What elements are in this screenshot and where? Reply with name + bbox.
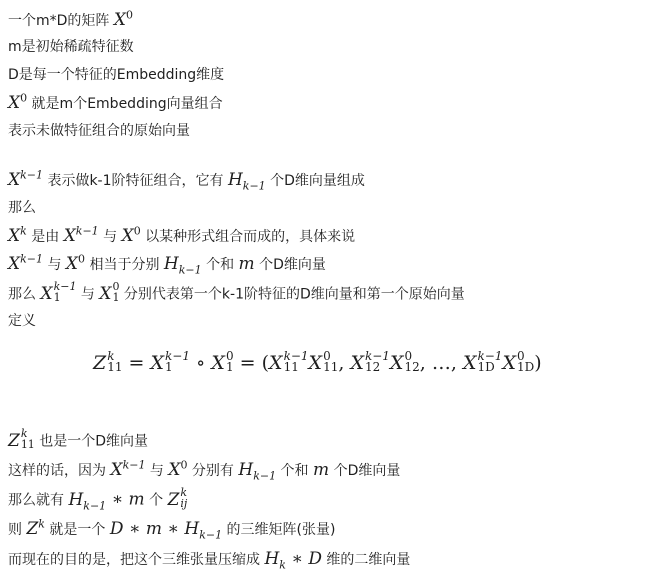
math-var: X bbox=[121, 226, 134, 246]
math-sup: k−1 bbox=[122, 458, 146, 472]
math-x10 bbox=[99, 280, 120, 304]
math-var: X bbox=[99, 283, 112, 304]
text-segment: 个D维向量 bbox=[329, 463, 401, 479]
math-subsup bbox=[54, 282, 77, 304]
text-segment: 与 bbox=[145, 463, 169, 479]
eq-paren: ) bbox=[534, 352, 542, 374]
text-segment: 与 bbox=[43, 257, 66, 273]
math-m: m bbox=[128, 489, 145, 510]
eq-subsup bbox=[107, 349, 123, 374]
math-hk1 bbox=[184, 519, 223, 542]
math-var: X bbox=[8, 254, 21, 274]
line-first-vectors bbox=[8, 280, 465, 305]
math-xk bbox=[8, 226, 27, 246]
math-sub: ij bbox=[180, 497, 188, 510]
math-sup: k bbox=[20, 224, 27, 238]
math-subsup bbox=[21, 429, 35, 451]
math-hk1 bbox=[227, 170, 266, 193]
math-var: X bbox=[65, 254, 79, 274]
eq-comma: , bbox=[419, 352, 426, 374]
math-m: m bbox=[238, 254, 255, 274]
math-subsup bbox=[112, 282, 119, 304]
math-var: H bbox=[238, 460, 254, 480]
eq-subsup bbox=[516, 349, 535, 374]
math-sub: 1 bbox=[53, 291, 61, 304]
math-xk1 bbox=[64, 226, 99, 246]
math-sup: k−1 bbox=[53, 280, 77, 293]
math-sup: 0 bbox=[112, 280, 120, 293]
line-matrix-definition bbox=[8, 10, 133, 32]
math-m: m bbox=[313, 460, 330, 480]
eq-subsup bbox=[225, 349, 234, 374]
math-var: Z bbox=[8, 430, 20, 451]
line-original-vector: 表示未做特征组合的原始向量 bbox=[8, 123, 190, 139]
eq-subsup bbox=[364, 349, 390, 374]
math-op: ∗ bbox=[123, 519, 146, 539]
eq-sup: k−1 bbox=[165, 349, 190, 363]
text-segment: 这样的话，因为 bbox=[8, 463, 111, 479]
eq-sub: 12 bbox=[364, 360, 381, 374]
eq-var: X bbox=[269, 352, 283, 374]
math-hk1 bbox=[68, 490, 106, 510]
eq-var: X bbox=[389, 352, 404, 374]
eq-sup: k−1 bbox=[364, 349, 390, 363]
text-segment: 就是m个Embedding向量组合 bbox=[27, 96, 223, 112]
text-segment: 的三维矩阵(张量) bbox=[222, 522, 336, 538]
math-var: H bbox=[68, 489, 84, 510]
math-sup: 0 bbox=[180, 458, 188, 472]
math-var: X bbox=[110, 460, 123, 480]
math-z11k bbox=[8, 427, 35, 451]
math-xk1 bbox=[110, 460, 145, 480]
line-because bbox=[8, 460, 400, 482]
text-segment: 以某种形式组合而成的，具体来说 bbox=[140, 229, 356, 245]
eq-sub: 12 bbox=[404, 360, 420, 374]
eq-var: X bbox=[502, 352, 516, 374]
math-sub: k−1 bbox=[242, 179, 266, 193]
math-var: X bbox=[63, 226, 76, 246]
eq-sup: 0 bbox=[516, 349, 525, 363]
math-var: X bbox=[40, 283, 53, 304]
math-var: Z bbox=[167, 489, 180, 510]
eq-sup: k−1 bbox=[477, 349, 503, 363]
math-hk bbox=[264, 549, 286, 572]
math-zijk bbox=[167, 486, 188, 510]
math-sub: k bbox=[279, 558, 286, 572]
math-x0 bbox=[114, 10, 133, 30]
math-x0 bbox=[122, 226, 141, 246]
math-x0 bbox=[8, 93, 27, 113]
line-tensor bbox=[8, 519, 335, 541]
math-sub: k−1 bbox=[178, 263, 202, 277]
math-hk1 bbox=[163, 254, 202, 277]
eq-sub: 11 bbox=[323, 360, 339, 374]
text-segment: 分别有 bbox=[187, 463, 239, 479]
eq-equals: = bbox=[239, 352, 256, 374]
eq-sup: k bbox=[107, 349, 115, 363]
math-sup: k−1 bbox=[20, 168, 43, 182]
eq-sup: k−1 bbox=[283, 349, 309, 363]
math-var: H bbox=[264, 549, 280, 569]
math-sup: k−1 bbox=[75, 224, 99, 238]
math-subsup bbox=[180, 488, 187, 510]
eq-comma: , bbox=[450, 352, 457, 374]
eq-sub: 1 bbox=[165, 360, 173, 374]
eq-var: X bbox=[462, 352, 477, 374]
eq-sup: 0 bbox=[404, 349, 413, 363]
text-segment: 是由 bbox=[26, 229, 64, 245]
eq-equals: = bbox=[128, 352, 145, 374]
text-segment: 则 bbox=[8, 522, 27, 538]
math-var: H bbox=[227, 170, 243, 190]
math-m: m bbox=[145, 519, 162, 539]
math-var: Z bbox=[26, 519, 39, 539]
line-xk1-meaning bbox=[8, 170, 365, 192]
math-sub: k−1 bbox=[199, 528, 223, 542]
math-xk1 bbox=[8, 170, 43, 190]
math-sub: k−1 bbox=[83, 498, 107, 512]
math-var: X bbox=[8, 170, 21, 190]
text-segment: 维的二维向量 bbox=[321, 552, 411, 568]
math-sup: 0 bbox=[133, 224, 141, 238]
text-segment: 与 bbox=[76, 286, 100, 303]
line-d-definition: D是每一个特征的Embedding维度 bbox=[8, 67, 225, 83]
eq-subsup bbox=[283, 349, 309, 374]
line-m-definition: m是初始稀疏特征数 bbox=[8, 39, 134, 55]
eq-sub: 1D bbox=[516, 360, 535, 374]
eq-ellipsis: … bbox=[431, 352, 451, 374]
eq-sub: 11 bbox=[283, 360, 299, 374]
text-segment: 个和 bbox=[201, 257, 239, 273]
math-sup: k bbox=[180, 486, 188, 499]
math-var: X bbox=[113, 10, 126, 30]
math-sup: 0 bbox=[125, 8, 133, 22]
math-xk1 bbox=[8, 254, 43, 274]
math-sup: k bbox=[20, 427, 28, 440]
math-var: H bbox=[184, 519, 200, 539]
text-segment: 个和 bbox=[276, 463, 313, 479]
line-goal bbox=[8, 549, 410, 571]
math-d: D bbox=[308, 549, 322, 569]
eq-sub: 11 bbox=[107, 360, 123, 374]
eq-sup: 0 bbox=[225, 349, 234, 363]
eq-var: X bbox=[150, 352, 165, 374]
text-segment: 那么就有 bbox=[8, 492, 69, 509]
line-x0-meaning bbox=[8, 93, 223, 115]
math-sup: 0 bbox=[20, 91, 28, 105]
display-equation bbox=[93, 348, 542, 378]
math-sup: k−1 bbox=[20, 252, 43, 266]
text-segment: 分别代表第一个k-1阶特征的D维向量和第一个原始向量 bbox=[119, 286, 465, 303]
line-equivalent bbox=[8, 254, 326, 276]
eq-subsup bbox=[404, 349, 420, 374]
text-segment: 而现在的目的是，把这个三维张量压缩成 bbox=[8, 552, 265, 568]
eq-var: X bbox=[211, 352, 225, 374]
eq-paren: ( bbox=[261, 352, 270, 374]
eq-sup: 0 bbox=[323, 349, 331, 363]
eq-sub: 1 bbox=[225, 360, 234, 374]
text-segment: 与 bbox=[98, 229, 122, 245]
line-define: 定义 bbox=[8, 313, 36, 329]
text-segment: 个D维向量 bbox=[254, 257, 326, 273]
eq-var: X bbox=[308, 352, 323, 374]
text-segment: 表示做k-1阶特征组合，它有 bbox=[43, 173, 228, 189]
math-op: ∗ bbox=[106, 489, 129, 510]
math-sub: 11 bbox=[20, 438, 35, 451]
math-sub: k−1 bbox=[253, 469, 277, 483]
line-count-z bbox=[8, 486, 188, 512]
eq-subsup bbox=[477, 349, 503, 374]
math-zk bbox=[26, 519, 44, 539]
math-var: X bbox=[8, 226, 21, 246]
math-d: D bbox=[109, 519, 124, 539]
text-segment: 也是一个D维向量 bbox=[34, 433, 149, 450]
eq-hadamard: ∘ bbox=[196, 352, 206, 374]
text-segment: 一个m*D的矩阵 bbox=[8, 13, 114, 29]
text-segment: 就是一个 bbox=[44, 522, 110, 538]
line-then: 那么 bbox=[8, 200, 36, 216]
math-sub: 1 bbox=[112, 291, 120, 304]
math-var: H bbox=[163, 254, 179, 274]
text-segment: 个D维向量组成 bbox=[265, 173, 365, 189]
math-x0 bbox=[66, 254, 85, 274]
text-segment: 那么 bbox=[8, 286, 41, 303]
eq-subsup bbox=[323, 349, 339, 374]
math-var: X bbox=[168, 460, 181, 480]
text-segment: 相当于分别 bbox=[85, 257, 164, 273]
text-segment: 个 bbox=[144, 492, 168, 509]
eq-sub: 1D bbox=[477, 360, 495, 374]
math-sup: k bbox=[38, 517, 45, 531]
math-x1k1 bbox=[40, 280, 77, 304]
math-x0 bbox=[168, 460, 187, 480]
math-sup: 0 bbox=[78, 252, 86, 266]
math-hk1 bbox=[238, 460, 277, 483]
eq-var: X bbox=[350, 352, 364, 374]
math-op: ∗ bbox=[161, 519, 185, 539]
eq-var: Z bbox=[93, 352, 107, 374]
eq-comma: , bbox=[338, 352, 345, 374]
eq-subsup bbox=[165, 349, 190, 374]
line-xk-composition bbox=[8, 226, 355, 248]
math-var: X bbox=[8, 93, 21, 113]
line-z11-meaning bbox=[8, 427, 149, 452]
math-op: ∗ bbox=[285, 549, 309, 569]
